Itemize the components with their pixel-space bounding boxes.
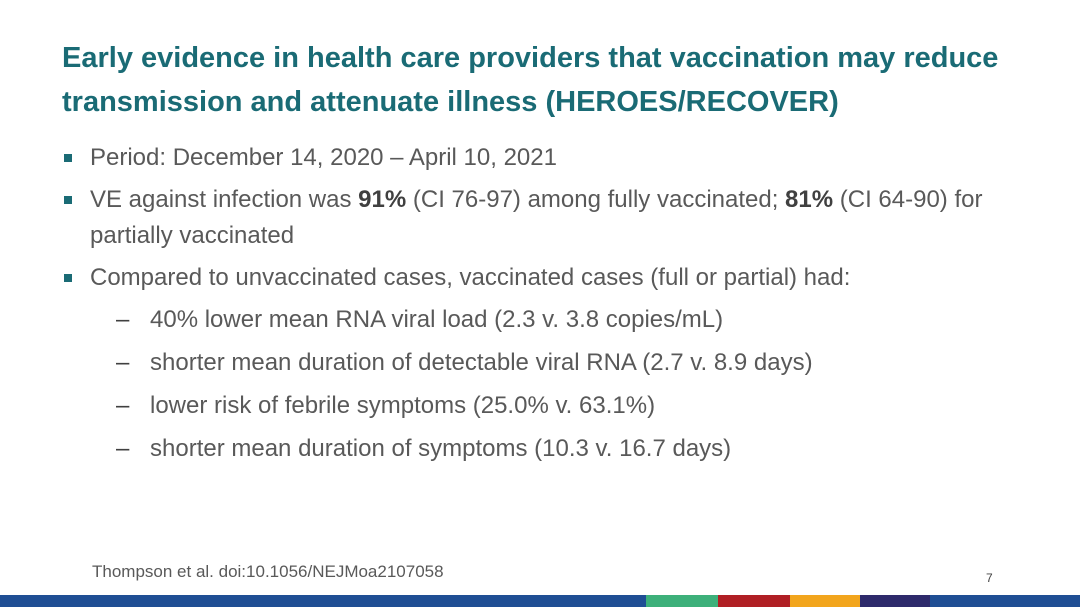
subbullet-text: lower risk of febrile symptoms (25.0% v. 63.1%) [150,392,656,419]
bullet-text-part: Period: December 14, 2020 – April 10, 2021 [90,144,557,171]
bullet-text-part: Compared to unvaccinated cases, vaccinated cases (full or partial) had: [90,264,851,291]
ve-full-value: 91% [358,186,407,213]
subbullet-febrile-risk [62,388,1022,424]
subbullet-text: 40% lower mean RNA viral load (2.3 v. 3.8 copies/mL) [150,306,724,333]
ve-partial-value: 81% [785,186,834,213]
citation: Thompson et al. doi:10.1056/NEJMoa2107058 [92,562,444,581]
bullet-text [90,186,982,249]
footer-segment [718,595,790,607]
bullet-text [90,264,850,291]
square-bullet-icon [64,196,72,204]
slide-content [62,140,1022,474]
bullet-text-part: (CI 76-97) among fully vaccinated; [406,186,786,213]
subbullet-text: shorter mean duration of detectable viral RNA (2.7 v. 8.9 days) [150,349,813,376]
footer-color-bar [0,595,1080,607]
bullet-ve-infection [62,182,1022,254]
dash-bullet-icon: – [116,392,130,419]
slide-title: Early evidence in health care providers that vaccination may reduce transmission and attenuate illness (HEROES/RECOVER) [62,42,999,118]
bullet-text-part: VE against infection was [90,186,359,213]
footer-segment [930,595,1080,607]
page-number: 7 [986,571,993,585]
subbullet-rna-duration [62,345,1022,381]
dash-bullet-icon: – [116,435,130,462]
bullet-comparison [62,260,1022,296]
bullet-text-part: (CI 64-90) for partially vaccinated [90,186,983,249]
bullet-text [90,144,557,171]
footer-segment [790,595,860,607]
footer-segment [0,595,646,607]
footer-segment [860,595,930,607]
square-bullet-icon [64,154,72,162]
subbullet-text: shorter mean duration of symptoms (10.3 v. 16.7 days) [150,435,732,462]
dash-bullet-icon: – [116,349,130,376]
footer-segment [646,595,718,607]
bullet-period [62,140,1022,176]
subbullet-viral-load [62,302,1022,338]
subbullet-symptom-duration [62,431,1022,467]
square-bullet-icon [64,274,72,282]
dash-bullet-icon: – [116,306,130,333]
